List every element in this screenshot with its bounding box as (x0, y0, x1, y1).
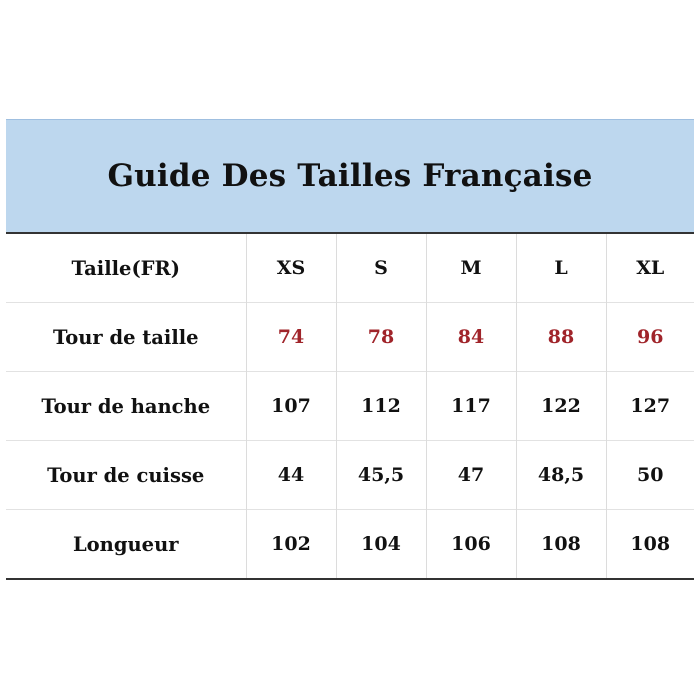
table-cell: 44 (246, 441, 336, 510)
table-cell: 48,5 (516, 441, 606, 510)
table-cell: 45,5 (336, 441, 426, 510)
row-label: Longueur (6, 510, 246, 580)
row-label: Tour de taille (6, 303, 246, 372)
table-header-row (6, 233, 694, 303)
table-cell: 107 (246, 372, 336, 441)
table-cell: 106 (426, 510, 516, 580)
page-title: Guide Des Tailles Française (107, 158, 593, 194)
table-cell: 117 (426, 372, 516, 441)
size-guide (6, 119, 694, 580)
table-row-tour-de-taille (6, 303, 694, 372)
size-header-s: S (336, 233, 426, 303)
table-cell: 102 (246, 510, 336, 580)
table-cell: 108 (516, 510, 606, 580)
table-cell: 78 (336, 303, 426, 372)
size-header-xl: XL (606, 233, 694, 303)
size-header-m: M (426, 233, 516, 303)
table-cell: 84 (426, 303, 516, 372)
size-table (6, 232, 694, 580)
header-label-cell: Taille(FR) (71, 256, 180, 280)
table-cell: 74 (246, 303, 336, 372)
table-row-tour-de-hanche (6, 372, 694, 441)
size-header-xs: XS (246, 233, 336, 303)
table-cell: 88 (516, 303, 606, 372)
table-cell: 50 (606, 441, 694, 510)
table-cell: 122 (516, 372, 606, 441)
size-header-l: L (516, 233, 606, 303)
row-label: Tour de hanche (6, 372, 246, 441)
table-cell: 108 (606, 510, 694, 580)
table-cell: 96 (606, 303, 694, 372)
table-cell: 47 (426, 441, 516, 510)
table-cell: 104 (336, 510, 426, 580)
row-label: Tour de cuisse (6, 441, 246, 510)
title-banner (6, 119, 694, 232)
table-row-longueur (6, 510, 694, 580)
table-cell: 112 (336, 372, 426, 441)
table-row-tour-de-cuisse (6, 441, 694, 510)
table-cell: 127 (606, 372, 694, 441)
